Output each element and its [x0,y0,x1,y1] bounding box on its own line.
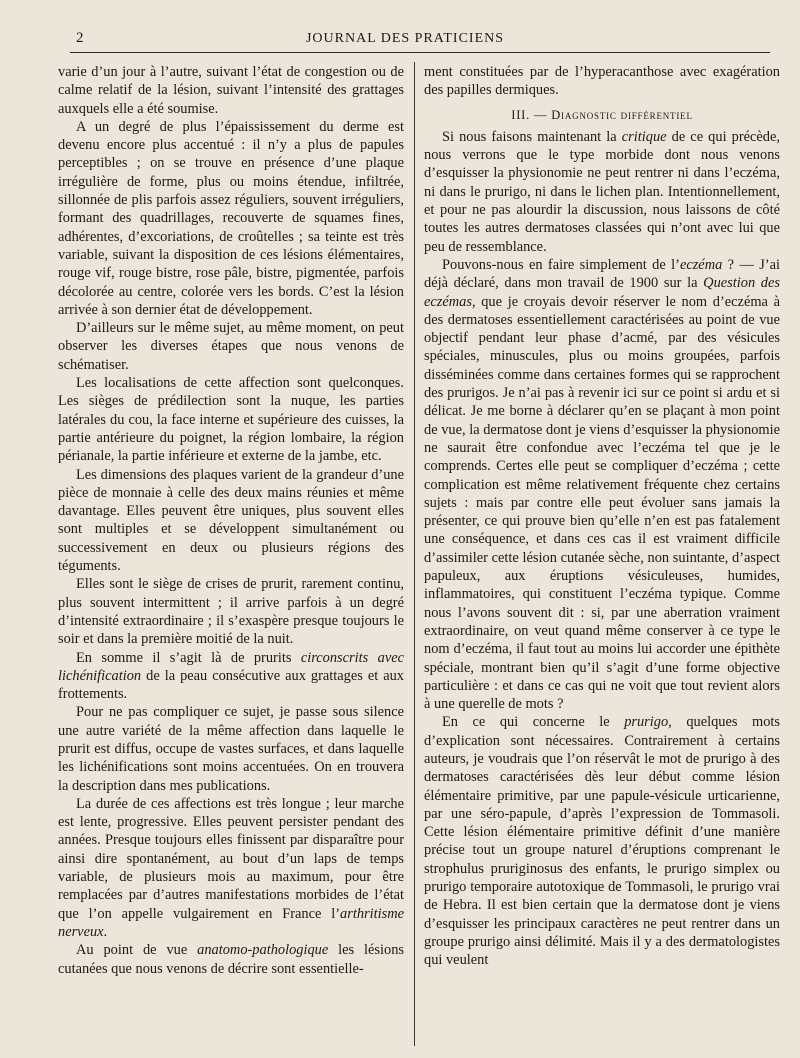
page-number: 2 [76,30,84,46]
text-run: . [103,923,108,940]
paragraph: D’ailleurs sur le même sujet, au même moment, on peut observer les diverses étapes que nous venons de schématiser. [58,320,404,373]
paragraph: ment constituées par de l’hyperacanthose avec exagération des papilles dermiques. [424,64,780,99]
paragraph [58,795,404,941]
text-run: , quelques mots d’explication sont nécessaires. Contrairement à certains auteurs, je voudrais que l’on réservât le mot de prurigo à des dermatoses caractérisées dès leur début comme lésion élémentaire primitive, par une papule-vésicule urticarienne, par une séro-papule, d’après l’expression de Tommasoli. Cette lésion élémentaire primitive définit d’une manière précise tout un groupe naturel d’éruptions comprenant le strophulus pruriginosus des enfants, le prurigo simplex ou prurigo temporaire autotoxique de Tommasoli, le prurigo vrai de Hebra. Il est bien certain que la dermatose dont je viens d’esquisser les principaux caractères ne peut rentrer dans un groupe prurigo ainsi délimité. Mais il y a des dermatologistes qui veulent [424,714,780,969]
paragraph [58,649,404,704]
text-run: de la peau consécutive aux grattages et aux frottements. [58,667,404,703]
header-rule [70,52,770,53]
paragraph [58,941,404,978]
italic-text: arthritisme nerveux [58,905,404,940]
text-run: ? — J’ai déjà déclaré, dans mon travail de 1900 sur la [424,256,780,292]
text-run: En somme il s’agit là de prurits [76,649,301,666]
text-run: Pouvons-nous en faire simplement de l’ [442,256,680,273]
paragraph: Les dimensions des plaques varient de la grandeur d’une pièce de monnaie à celle des deux mains réunies et même davantage. Elles peuvent être uniques, plus souvent elles sont multiples et se développent simultanément ou successivement en deux ou plusieurs régions des téguments. [58,466,404,575]
page-header [40,30,770,56]
section-title: Diagnostic différentiel [551,107,693,122]
text-run: Au point de vue [76,942,198,959]
paragraph: Pour ne pas compliquer ce sujet, je passe sous silence une autre variété de la même affection dans laquelle le prurit est diffus, occupe de vastes surfaces, et dans laquelle les lichénifications sont moins accentuées. On en trouvera la description dans mes publications. [58,704,404,794]
paragraph [424,713,780,969]
text-run: En ce qui concerne le [442,714,625,731]
section-heading [424,106,780,124]
italic-text: critique [621,128,667,145]
paragraph [424,128,780,256]
paragraph: Les localisations de cette affection sont quelconques. Les sièges de prédilection sont la nuque, les parties latérales du cou, la face interne et supérieure des cuisses, la partie antérieure du poignet, la région lombaire, la région périanale, la partie inférieure et externe de la jambe, etc. [58,375,404,465]
paragraph: Elles sont le siège de crises de prurit, rarement continu, plus souvent intermittent ; il arrive parfois à un degré d’intensité extraordinaire ; il s’exaspère presque toujours le soir et dans la première moitié de la nuit. [58,576,404,648]
right-column [424,63,780,970]
text-run: , que je croyais devoir réserver le nom d’eczéma à des dermatoses essentiellement caractérisées au point de vue objectif pendant leur phase d’acmé, par des vésicules spéciales, minuscules, plus ou moins groupées, parfois disséminées comme dans certaines formes qui se rapprochent des prurigos. Je n’ai pas à revenir ici sur ce point si ardu et si délicat. Je me borne à déclarer qu’en se plaçant à mon point de vue, la dermatose dont je viens d’esquisser la physionomie ne saurait être confondue avec l’eczéma tel que je le comprends. Certes elle peut se compliquer d’eczéma ; cette complication est même relativement fréquente chez certains sujets : mais par contre elle peut évoluer sans jamais la présenter, ce qui prouve bien qu’elle n’en est pas fatalement une conséquence, et dans ces cas il est vraiment difficile d’assimiler cette lésion cutanée sèche, non suintante, d’aspect papuleux, aux éruptions vésiculeuses, humides, inflammatoires, qui constituent l’eczéma typique. Comme nous l’avons souvent dit : si, par une aberration vraiment extraordinaire, on veut quand même conserver à ce type le nom d’eczéma, il faut tout au moins lui accorder une épithète spéciale, montrant bien qu’il s’agit d’une forme objective particulière : et dans ce cas qui ne voit que tout revient alors à une querelle de mots ? [424,293,780,713]
left-column [58,63,404,978]
italic-text: prurigo [624,714,669,731]
running-title: JOURNAL DES PRATICIENS [305,31,505,46]
paragraph: A un degré de plus l’épaississement du derme est devenu encore plus accentué : il n’y a plus de papules perceptibles ; on se trouve en présence d’une plaque irrégulière de forme, plus ou moins étendue, infiltrée, sillonnée de plis parfois assez réguliers, souvent irréguliers, formant des quadrillages, recouverte de squames fines, adhérentes, d’excoriations, de croûtelles ; sa teinte est très variable, suivant la disposition de ces lésions élémentaires, rouge vif, rouge bistre, rose pâle, bistre, pigmentée, parfois décolorée au centre, colorée vers les bords. C’est la lésion arrivée à son dernier état de développement. [58,118,404,318]
text-run: Si nous faisons maintenant la [442,128,622,145]
text-run: La durée de ces affections est très longue ; leur marche est lente, progressive. Elles peuvent persister pendant des années. Presque toujours elles finissent par disparaître pour ainsi dire spontanément, au bout d’un laps de temps variable, de plusieurs mois au maximum, pour être remplacées par d’autres manifestations morbides de l’état que l’on appelle vulgairement en France l’ [58,795,404,922]
section-number: III. — [511,107,552,122]
italic-text: Question des eczémas [424,275,780,310]
italic-text: anatomo-pathologique [197,942,329,959]
paragraph [424,256,780,713]
text-run: de ce qui précède, nous verrons que le type morbide dont nous venons d’esquisser la physionomie ne peut rentrer ni dans l’eczéma, ni dans le prurigo, ni dans le lichen plan. Intentionnellement, et pour ne pas alourdir la discussion, nous laissons de côté toutes les autres dermatoses classées qui n’ont avec lui que peu de ressemblance. [424,128,780,255]
italic-text: eczéma [679,256,723,273]
column-divider [414,62,415,1046]
text-run: les lésions cutanées que nous venons de décrire sont essentielle- [58,942,405,977]
italic-text: circonscrits avec lichénification [58,649,404,684]
paragraph: varie d’un jour à l’autre, suivant l’état de congestion ou de calme relatif de la lésion, suivant l’intensité des grattages auxquels elle a été soumise. [58,64,404,117]
